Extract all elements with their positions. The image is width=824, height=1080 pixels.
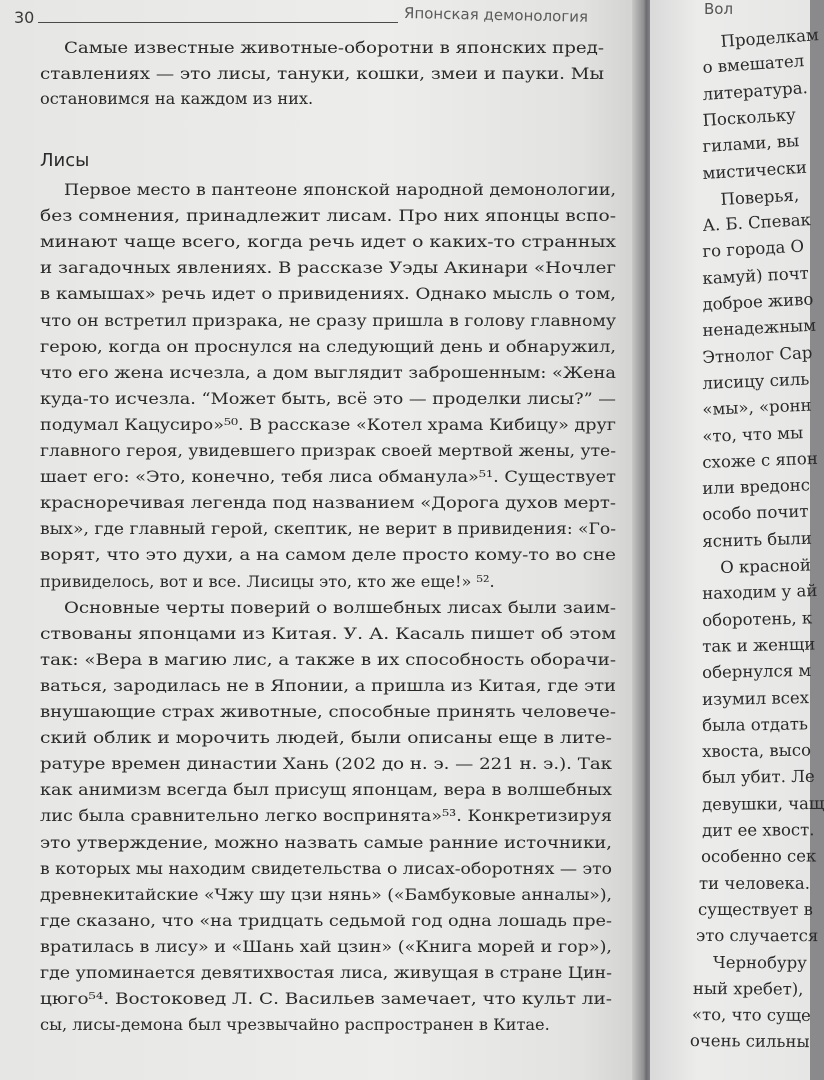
text-line: дит ее хвост.	[702, 820, 815, 840]
text-line: привиделось, вот и все. Лисицы это, кто же еще!» ⁵².	[40, 571, 495, 591]
text-line: древнекитайские «Чжу шу цзи нянь» («Бамбуковые анналы»),	[40, 884, 612, 904]
text-line: это случается	[695, 926, 819, 946]
text-line: что он встретил призрака, не сразу пришла в голову главному	[40, 310, 616, 330]
text-line: внушающие страх животные, способные принять человече-	[40, 702, 616, 721]
text-line: «мы», «ронн	[702, 395, 812, 420]
text-line: Чернобуру	[712, 952, 807, 972]
text-line: доброе живо	[702, 289, 814, 314]
header-rule	[38, 22, 398, 23]
text-line: ворят, что это духи, а на самом деле просто кому-то во сне	[40, 545, 616, 565]
text-line: в камышах» речь идет о привидениях. Однако мысль о том,	[40, 284, 616, 304]
text-line: находим у ай	[702, 581, 818, 604]
section-heading: Лисы	[40, 150, 90, 171]
text-line: изумил всех	[702, 687, 810, 709]
text-line: вратилась в лису» и «Шань хай цзин» («Книга морей и гор»),	[40, 936, 612, 956]
text-line: Самые известные животные-оборотни в японских пред-	[64, 38, 604, 57]
page-number: 30	[14, 8, 35, 27]
text-line: яснить были	[702, 528, 813, 551]
text-line: так: «Вера в магию лис, а также в их способность оборачи-	[40, 649, 616, 669]
text-line: «то, что мы	[702, 422, 804, 446]
text-line: ствованы японцами из Китая. У. А. Касаль пишет об этом	[40, 623, 616, 643]
text-line: Проделкам	[720, 25, 820, 51]
text-line: оборотень, к	[702, 607, 813, 630]
text-line: ненадежным	[702, 315, 817, 341]
text-line: Первое место в пантеоне японской народной демонологии,	[64, 180, 616, 199]
text-line: очень сильны	[689, 1031, 810, 1052]
text-line: ный хребет),	[692, 978, 804, 999]
text-line: что его жена исчезла, а дом выглядит заброшенным: «Жена	[40, 362, 616, 382]
text-line: Основные черты поверий о волшебных лисах были заим-	[64, 597, 616, 617]
text-line: Поверья,	[720, 185, 800, 209]
text-line: О красной	[720, 555, 812, 577]
text-line: схоже с япон	[702, 448, 819, 472]
right-page	[650, 0, 824, 1080]
text-line: сы, лисы-демона был чрезвычайно распространен в Китае.	[40, 1015, 550, 1035]
text-line: о вмешател	[702, 51, 805, 78]
text-line: особо почит	[702, 501, 809, 525]
text-line: герою, когда он проснулся на следующий день и обнаружил,	[40, 336, 616, 356]
text-line: мистически	[702, 157, 808, 183]
text-line: ти человека.	[699, 873, 810, 893]
text-line: вых», где главный герой, скептик, не верит в привидения: «Го-	[40, 519, 616, 539]
text-line: ставлениях — это лисы, тануки, кошки, змеи и пауки. Мы	[40, 63, 604, 83]
text-line: ский облик и морочить людей, были описаны еще в лите-	[40, 728, 612, 748]
text-line: ратуре времен династии Хань (202 до н. э. — 221 н. э.). Так	[40, 754, 612, 774]
text-line: был убит. Ле	[702, 767, 815, 788]
text-line: Поскольку	[702, 104, 797, 130]
text-line: как анимизм всегда был присущ японцам, вера в волшебных	[40, 780, 613, 800]
right-running-head: Вол	[704, 0, 734, 18]
text-line: где упоминается девятихвостая лиса, живущая в стране Цин-	[40, 963, 612, 982]
text-line: была отдать	[702, 714, 809, 735]
text-line: девушки, чащ	[702, 793, 824, 814]
text-line: красноречивая легенда под названием «Дорога духов мерт-	[40, 493, 616, 513]
text-line: это утверждение, можно назвать самые ранние источники,	[40, 832, 612, 852]
text-line: подумал Кацусиро»⁵⁰. В рассказе «Котел храма Кибицу» друг	[40, 414, 616, 434]
text-line: го города О	[702, 236, 805, 262]
text-line: существует в	[697, 899, 813, 919]
text-line: лис была сравнительно легко воспринята»⁵³. Конкретизируя	[40, 806, 612, 826]
text-line: литература.	[702, 77, 809, 104]
text-line: хвоста, высо	[702, 740, 812, 762]
text-line: и загадочных явлениях. В рассказе Уэды Акинари «Ночлег	[40, 258, 616, 278]
text-line: гилами, вы	[702, 131, 800, 157]
text-line: Этнолог Сар	[702, 342, 813, 367]
text-line: минают чаще всего, когда речь идет о каких-то странных	[40, 232, 616, 252]
text-line: А. Б. Спевак	[702, 210, 812, 236]
text-line: лисицу силь	[702, 369, 810, 393]
text-line: ваться, зародилась не в Японии, а пришла из Китая, где эти	[40, 675, 616, 695]
text-line: в которых мы находим свидетельства о лисах-оборотнях — это	[40, 858, 612, 878]
text-line: где сказано, что «на тридцать седьмой год одна лошадь пре-	[40, 910, 612, 930]
text-line: камуй) почт	[702, 263, 810, 288]
text-line: главного героя, увидевшего призрак своей мертвой жены, уте-	[40, 441, 616, 460]
text-line: без сомнения, принадлежит лисам. Про них японцы вспо-	[40, 206, 616, 226]
text-line: или вредонс	[702, 475, 811, 499]
text-line: шает его: «Это, конечно, тебя лиса обманула»⁵¹. Существует	[40, 467, 616, 487]
text-line: остановимся на каждом из них.	[40, 89, 314, 108]
text-line: особенно сек	[700, 846, 816, 867]
text-line: цюго⁵⁴. Востоковед Л. С. Васильев замечает, что культ ли-	[40, 989, 612, 1009]
running-head: Японская демонология	[403, 4, 589, 26]
text-line: так и женщи	[702, 634, 816, 656]
text-line: «то, что суще	[691, 1005, 811, 1026]
text-line: обернулся м	[702, 661, 812, 683]
text-line: куда-то исчезла. “Может быть, всё это — проделки лисы?” —	[40, 388, 616, 408]
